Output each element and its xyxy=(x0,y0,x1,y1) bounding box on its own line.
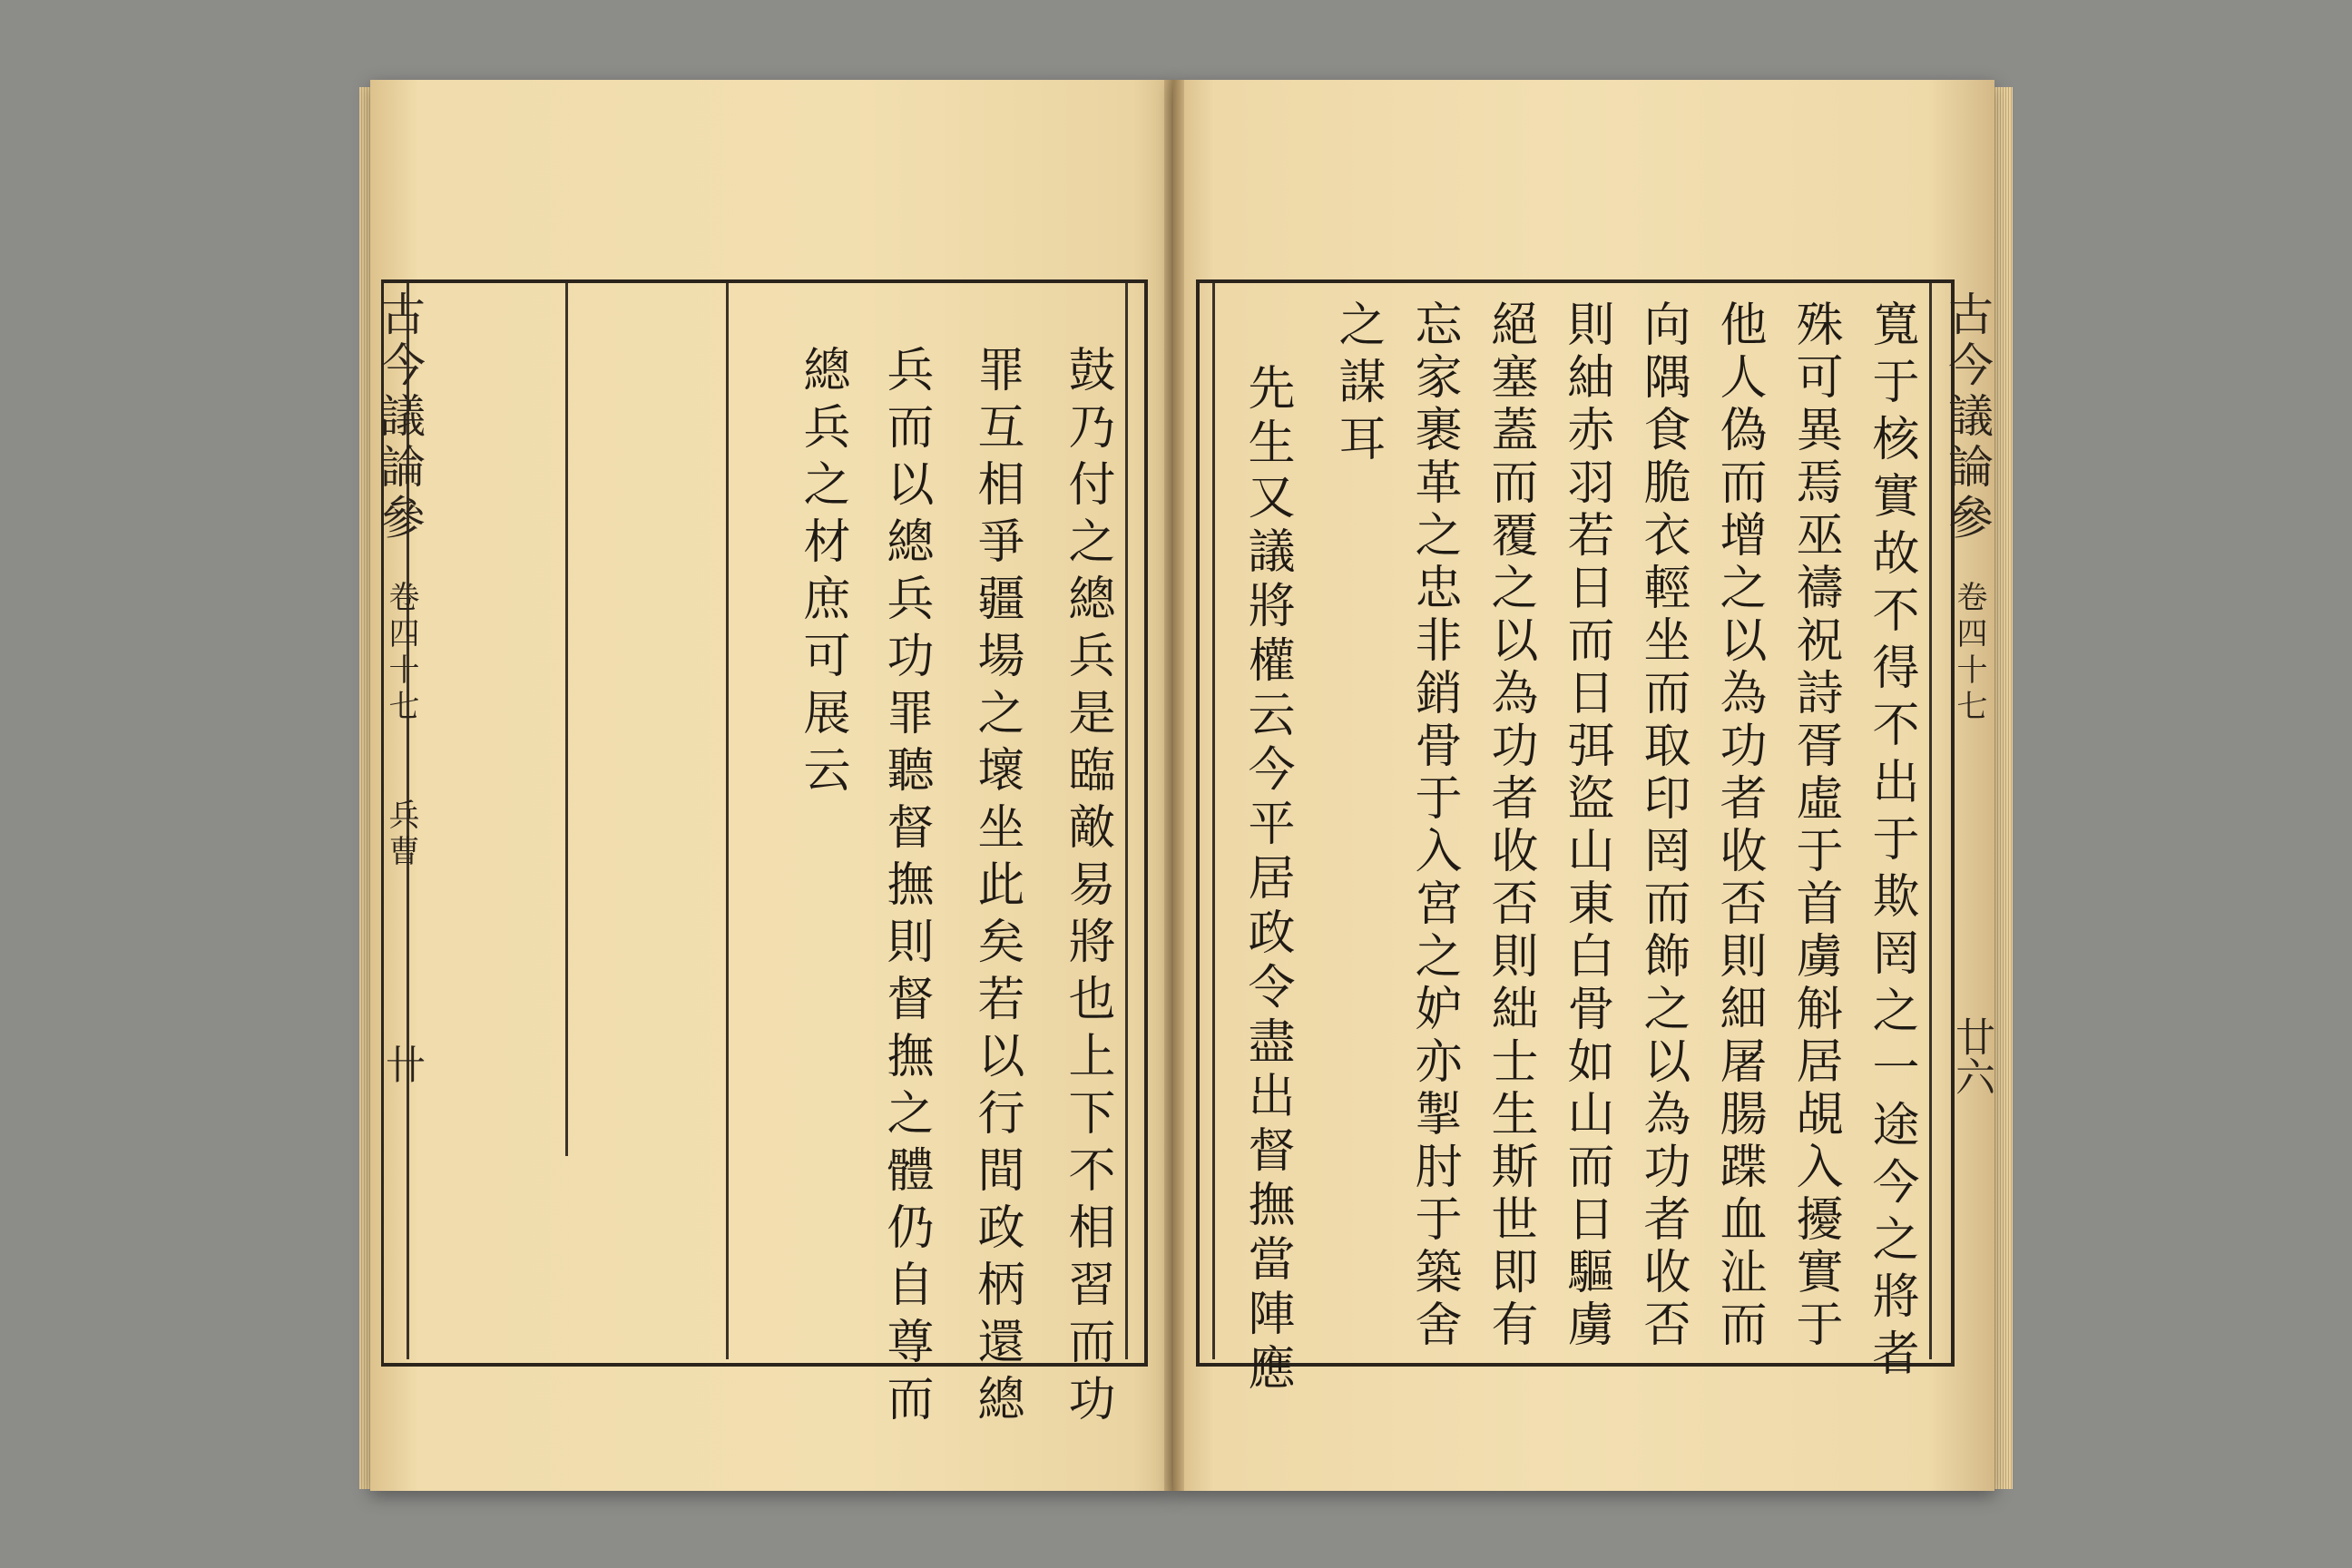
text-column: 他人偽而增之以為功者收否則細屠腸蹀血沚而 xyxy=(1711,299,1766,1352)
right-inner-rule xyxy=(1212,283,1215,1359)
text-column: 向隅食脆衣輕坐而取印罔而飾之以為功者收否 xyxy=(1635,299,1690,1352)
text-column: 之謀耳 xyxy=(1330,299,1385,471)
right-margin-title: 古今議論參 xyxy=(1941,290,1994,544)
text-column: 總兵之材庶可展云 xyxy=(795,345,849,802)
left-inner-rule xyxy=(1125,283,1128,1359)
text-column: 則紬赤羽若日而日弭盜山東白骨如山而日驅虜 xyxy=(1559,299,1613,1352)
text-column: 絕塞蓋而覆之以為功者收否則絀士生斯世即有 xyxy=(1483,299,1537,1352)
left-page-frame xyxy=(381,279,1148,1367)
right-margin-volume: 卷四十七 xyxy=(1951,581,1987,726)
book-gutter xyxy=(1164,80,1184,1491)
text-column: 罪互相爭疆場之壞坐此矣若以行間政柄還總 xyxy=(969,345,1024,1431)
left-margin-section: 兵曹 xyxy=(383,799,419,871)
text-column: 忘家裹革之忠非銷骨于入宮之妒亦掣肘于築舍 xyxy=(1406,299,1461,1352)
text-column: 兵而以總兵功罪聽督撫則督撫之體仍自尊而 xyxy=(878,345,933,1431)
left-margin-volume: 卷四十七 xyxy=(383,581,419,726)
left-margin-title: 古今議論參 xyxy=(373,290,426,544)
text-column: 鼓乃付之總兵是臨敵易將也上下不相習而功 xyxy=(1060,345,1114,1431)
text-column: 寬于核實故不得不出于欺罔之一途今之將者 xyxy=(1864,299,1918,1386)
right-margin-rule xyxy=(1929,283,1932,1359)
right-folio: 廿六 xyxy=(1948,1016,1994,1096)
text-column: 先生又議將權云今平居政令盡出督撫當陣應 xyxy=(1240,363,1294,1397)
left-empty-column-rule xyxy=(726,283,729,1359)
text-column: 殊可異焉巫禱祝詩胥虛于首虜斛居覘入擾實于 xyxy=(1788,299,1842,1352)
left-folio: 卄 xyxy=(378,1044,425,1083)
left-empty-column-rule xyxy=(565,283,568,1156)
